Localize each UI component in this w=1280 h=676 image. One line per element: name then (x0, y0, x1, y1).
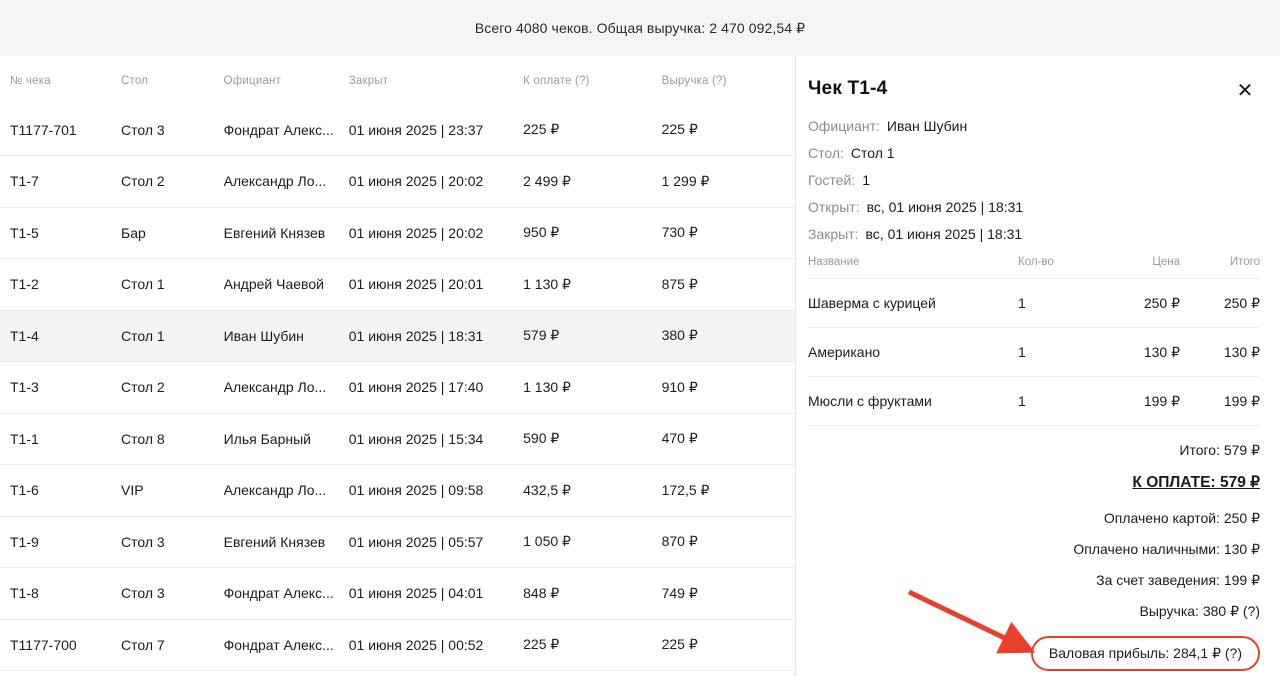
cell-number: T1-6 (0, 465, 121, 517)
cell-number: T1-9 (0, 516, 121, 568)
item-qty: 1 (1018, 295, 1026, 311)
meta-value-waiter: Иван Шубин (886, 118, 968, 134)
cell-closed: 01 июня 2025 | 00:52 (349, 619, 523, 671)
cell-waiter: Евгений Князев (224, 207, 349, 259)
cell-to-pay: 950 ₽ (523, 207, 661, 259)
cell-table: Стол 1 (121, 310, 224, 362)
table-row[interactable] (0, 104, 795, 156)
cell-closed: 01 июня 2025 | 20:01 (349, 259, 523, 311)
cell-to-pay: 1 130 ₽ (523, 259, 661, 311)
meta-value-closed: вс, 01 июня 2025 | 18:31 (865, 226, 1023, 242)
cell-closed: 01 июня 2025 | 09:58 (349, 465, 523, 517)
cell-number: T1-2 (0, 259, 121, 311)
total-gross-profit[interactable]: Валовая прибыль: 284,1 ₽ (?) (1031, 636, 1260, 671)
column-header-number[interactable]: № чека (10, 75, 51, 87)
cell-closed: 01 июня 2025 | 20:02 (349, 207, 523, 259)
column-header-revenue[interactable]: Выручка (?) (661, 75, 727, 87)
cell-waiter: Фондрат Алекс... (224, 568, 349, 620)
cell-revenue: 730 ₽ (662, 207, 795, 259)
cell-revenue: 910 ₽ (662, 362, 795, 414)
table-row[interactable] (0, 362, 795, 414)
cell-number: T1177-700 (0, 619, 121, 671)
detail-header (808, 78, 1260, 104)
total-subtotal: Итого: 579 ₽ (1179, 442, 1260, 458)
item-name: Американо (808, 344, 881, 360)
cell-to-pay: 1 050 ₽ (523, 516, 661, 568)
table-row[interactable] (0, 259, 795, 311)
item-name: Шаверма с курицей (808, 295, 936, 311)
meta-value-guests: 1 (862, 172, 870, 188)
cell-table: Стол 8 (121, 413, 224, 465)
cell-waiter: Александр Ло... (224, 465, 349, 517)
cell-to-pay: 432,5 ₽ (523, 465, 661, 517)
summary-bar (0, 0, 1280, 56)
total-revenue[interactable]: Выручка: 380 ₽ (?) (1139, 603, 1260, 619)
cell-revenue: 870 ₽ (662, 516, 795, 568)
summary-text: Всего 4080 чеков. Общая выручка: 2 470 092,54 ₽ (474, 19, 806, 36)
cell-closed: 01 июня 2025 | 05:57 (349, 516, 523, 568)
cell-table: Стол 2 (121, 156, 224, 208)
cell-closed: 01 июня 2025 | 17:40 (349, 362, 523, 414)
items-column-total: Итого (1229, 256, 1260, 268)
cell-revenue: 1 299 ₽ (662, 156, 795, 208)
cell-waiter: Евгений Князев (224, 516, 349, 568)
receipt-meta (808, 118, 1260, 242)
table-header-row (0, 56, 795, 104)
cell-table: Стол 7 (121, 619, 224, 671)
meta-row-waiter (808, 118, 1260, 134)
detail-title: Чек T1-4 (808, 78, 888, 99)
cell-table: Стол 2 (121, 362, 224, 414)
cell-to-pay: 848 ₽ (523, 568, 661, 620)
column-header-waiter[interactable]: Официант (223, 75, 282, 87)
receipt-totals (808, 442, 1260, 671)
item-qty: 1 (1018, 344, 1026, 360)
items-column-name: Название (808, 256, 860, 268)
cell-table: Стол 3 (121, 104, 224, 156)
table-row[interactable] (0, 619, 795, 671)
receipt-detail-panel (795, 56, 1280, 676)
cell-waiter: Александр Ло... (224, 362, 349, 414)
items-column-price: Цена (1152, 256, 1180, 268)
cell-closed: 01 июня 2025 | 18:31 (349, 310, 523, 362)
cell-revenue: 225 ₽ (662, 104, 795, 156)
cell-number: T1-4 (0, 310, 121, 362)
items-column-qty: Кол-во (1018, 256, 1054, 268)
total-to-pay: К ОПЛАТЕ: 579 ₽ (1132, 474, 1260, 491)
item-row (808, 279, 1260, 328)
cell-number: T1-3 (0, 362, 121, 414)
column-header-to-pay[interactable]: К оплате (?) (523, 75, 590, 87)
cell-number: T1177-701 (0, 104, 121, 156)
table-body (0, 104, 795, 671)
cell-revenue: 470 ₽ (662, 413, 795, 465)
cell-to-pay: 579 ₽ (523, 310, 661, 362)
total-paid-cash: Оплачено наличными: 130 ₽ (1073, 541, 1260, 557)
table-row[interactable] (0, 156, 795, 208)
cell-revenue: 225 ₽ (662, 619, 795, 671)
cell-waiter: Андрей Чаевой (224, 259, 349, 311)
receipts-table-pane[interactable] (0, 56, 795, 676)
cell-waiter: Александр Ло... (224, 156, 349, 208)
cell-number: T1-8 (0, 568, 121, 620)
table-row[interactable] (0, 465, 795, 517)
items-header (808, 256, 1260, 279)
cell-waiter: Илья Барный (224, 413, 349, 465)
meta-label-closed: Закрыт: (808, 226, 859, 242)
gross-profit-wrapper (808, 634, 1260, 671)
cell-closed: 01 июня 2025 | 04:01 (349, 568, 523, 620)
item-row (808, 377, 1260, 426)
cell-closed: 01 июня 2025 | 20:02 (349, 156, 523, 208)
cell-to-pay: 225 ₽ (523, 104, 661, 156)
column-header-table[interactable]: Стол (121, 75, 149, 87)
cell-table: VIP (121, 465, 224, 517)
receipts-table (0, 56, 795, 671)
table-row[interactable] (0, 568, 795, 620)
cell-to-pay: 1 130 ₽ (523, 362, 661, 414)
cell-table: Стол 3 (121, 568, 224, 620)
cell-number: T1-7 (0, 156, 121, 208)
item-name: Мюсли с фруктами (808, 393, 932, 409)
item-total: 130 ₽ (1223, 343, 1260, 360)
item-price: 199 ₽ (1143, 392, 1180, 409)
cell-closed: 01 июня 2025 | 23:37 (349, 104, 523, 156)
meta-row-opened (808, 199, 1260, 215)
receipt-items (808, 256, 1260, 426)
table-row[interactable] (0, 413, 795, 465)
item-qty: 1 (1018, 393, 1026, 409)
table-row[interactable] (0, 207, 795, 259)
cell-to-pay: 225 ₽ (523, 619, 661, 671)
cell-to-pay: 590 ₽ (523, 413, 661, 465)
meta-value-table: Стол 1 (850, 145, 895, 161)
total-paid-card: Оплачено картой: 250 ₽ (1103, 510, 1260, 526)
meta-label-guests: Гостей: (808, 172, 856, 188)
meta-row-guests (808, 172, 1260, 188)
total-on-house: За счет заведения: 199 ₽ (1096, 572, 1260, 588)
column-header-closed[interactable]: Закрыт (348, 75, 389, 87)
item-total: 199 ₽ (1223, 392, 1260, 409)
meta-value-opened: вс, 01 июня 2025 | 18:31 (866, 199, 1024, 215)
cell-revenue: 875 ₽ (662, 259, 795, 311)
main-content (0, 56, 1280, 676)
meta-label-opened: Открыт: (808, 199, 860, 215)
cell-revenue: 172,5 ₽ (662, 465, 795, 517)
item-price: 130 ₽ (1143, 343, 1180, 360)
cell-table: Стол 3 (121, 516, 224, 568)
cell-number: T1-5 (0, 207, 121, 259)
meta-row-closed (808, 226, 1260, 242)
item-price: 250 ₽ (1143, 294, 1180, 311)
meta-label-table: Стол: (808, 145, 844, 161)
cell-table: Стол 1 (121, 259, 224, 311)
meta-label-waiter: Официант: (808, 118, 880, 134)
cell-waiter: Фондрат Алекс... (224, 104, 349, 156)
table-row[interactable] (0, 516, 795, 568)
item-total: 250 ₽ (1223, 294, 1260, 311)
cell-table: Бар (121, 207, 224, 259)
cell-number: T1-1 (0, 413, 121, 465)
cell-closed: 01 июня 2025 | 15:34 (349, 413, 523, 465)
cell-to-pay: 2 499 ₽ (523, 156, 661, 208)
table-row-selected[interactable] (0, 310, 795, 362)
cell-waiter: Иван Шубин (224, 310, 349, 362)
item-row (808, 328, 1260, 377)
cell-revenue: 749 ₽ (662, 568, 795, 620)
close-icon[interactable]: ✕ (1236, 80, 1254, 102)
meta-row-table (808, 145, 1260, 161)
table-header (0, 56, 795, 104)
cell-waiter: Фондрат Алекс... (224, 619, 349, 671)
cell-revenue: 380 ₽ (662, 310, 795, 362)
